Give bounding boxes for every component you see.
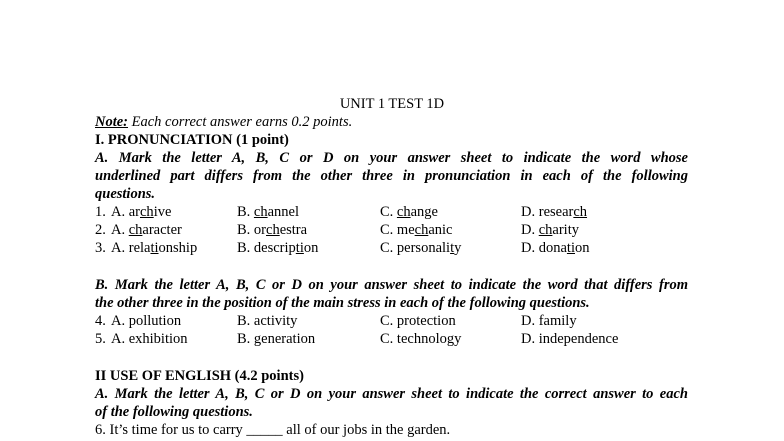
option-c: C. change [380,204,438,220]
section-2-instruction-2: of the following questions. [95,404,253,420]
note-line [95,113,352,131]
part-a-instruction-3: questions. [95,186,156,202]
option-b: B. orchestra [237,222,308,238]
part-a-instruction-1: A. Mark the letter A, B, C or D on your answer sheet to indicate the word whose [95,150,688,166]
question-number: 4. [95,313,106,329]
section-2-instruction-1: A. Mark the letter A, B, C or D on your answer sheet to indicate the correct answer to each [95,386,688,402]
option-a: A. pollution [111,313,182,329]
option-b: B. description [237,240,319,256]
question-number: 2. [95,222,106,238]
option-b: B. generation [237,331,316,347]
option-d: D. independence [521,331,619,347]
part-b-instruction-1: B. Mark the letter A, B, C or D on your answer sheet to indicate the word that differs from [95,277,688,293]
option-d: D. family [521,313,577,329]
question-number: 1. [95,204,106,220]
note-text: Each correct answer earns 0.2 points. [128,114,353,130]
question-number: 5. [95,331,106,347]
option-b: B. channel [237,204,300,220]
option-b: B. activity [237,313,298,329]
option-a: A. relationship [111,240,198,256]
option-a: A. exhibition [111,331,188,347]
option-c: C. technology [380,331,462,347]
question-6: 6. It’s time for us to carry _____ all of our jobs in the garden. [95,422,451,438]
part-b-instruction-2: the other three in the position of the main stress in each of the following questions. [95,295,590,311]
question-number: 3. [95,240,106,256]
option-a: A. character [111,222,182,238]
section-1-heading: I. PRONUNCIATION (1 point) [95,132,289,148]
option-c: C. protection [380,313,456,329]
page-title: UNIT 1 TEST 1D [339,96,445,112]
option-d: D. charity [521,222,579,238]
note-label: Note: [95,114,129,130]
option-d: D. research [521,204,588,220]
option-d: D. donation [521,240,590,256]
option-a: A. archive [111,204,172,220]
part-a-instruction-2: underlined part differs from the other three in pronunciation in each of the following [95,168,688,184]
section-2-heading: II USE OF ENGLISH (4.2 points) [95,368,304,384]
option-c: C. mechanic [380,222,453,238]
option-c: C. personality [380,240,462,256]
